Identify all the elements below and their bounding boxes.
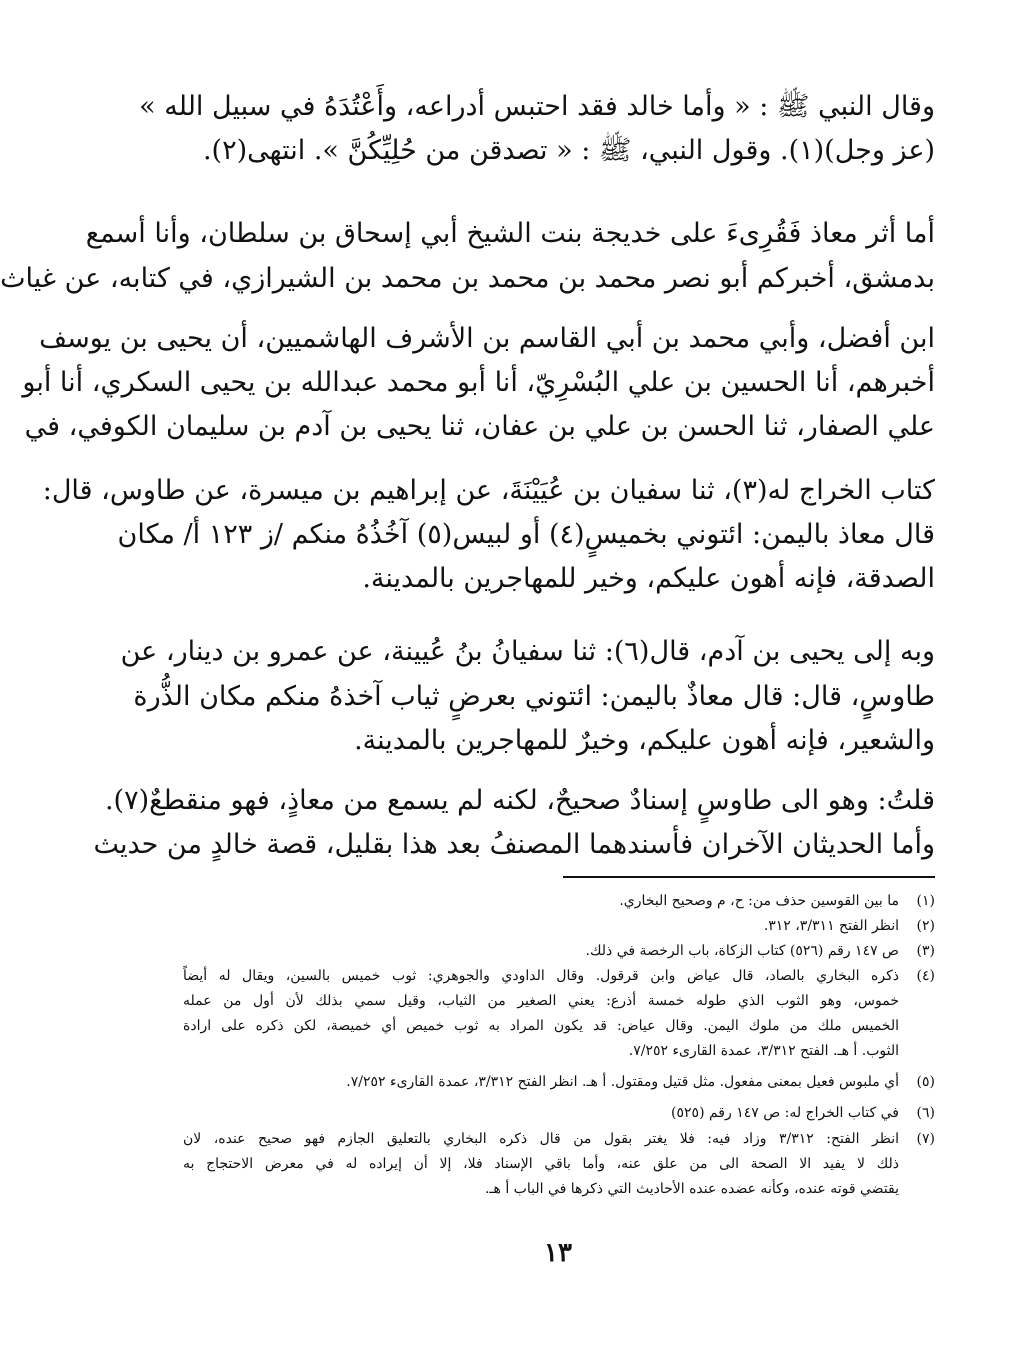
footnote-text: ما بين القوسين حذف من: ح، م وصحيح البخاري. [619, 893, 899, 909]
footnote-number: (١) [916, 893, 935, 909]
footnote-text: يقتضي قوته عنده، وكأنه عضده عنده الأحاديث التي ذكرها في الباب أ هـ. [484, 1181, 899, 1197]
footnote [183, 915, 935, 937]
body-line: قال معاذ باليمن: ائتوني بخميسٍ(٤) أو لبيس(٥) آخُذُهُ منكم /ز ١٢٣ أ/ مكان [117, 519, 935, 550]
body-line: بدمشق، أخبركم أبو نصر محمد بن محمد بن محمد بن الشيرازي، في كتابه، عن غياث [0, 263, 935, 294]
footnote-text: أي ملبوس فعيل بمعنى مفعول. مثل قتيل ومقتول. أ هـ. انظر الفتح ٣/٣١٢، عمدة القارىء ٧/٢٥٢. [346, 1074, 899, 1090]
body-line: ابن أفضل، وأبي محمد بن أبي القاسم بن الأشرف الهاشميين، أن يحيى بن يوسف [39, 323, 935, 354]
footnote-text: الثوب. أ هـ. الفتح ٣/٣١٢، عمدة القارىء ٧/٢٥٢. [628, 1043, 899, 1059]
body-line: أخبرهم، أنا الحسين بن علي البُسْرِيّ، أنا أبو محمد عبدالله بن يحيى السكري، أنا أبو [22, 367, 935, 398]
footnote [183, 965, 935, 987]
footnote-text: في كتاب الخراج له: ص ١٤٧ رقم (٥٢٥) [671, 1105, 899, 1121]
body-line: وأما الحديثان الآخران فأسندهما المصنفُ بعد هذا بقليل، قصة خالدٍ من حديث [93, 829, 935, 860]
body-line: كتاب الخراج له(٣)، ثنا سفيان بن عُيَيْنَةَ، عن إبراهيم بن ميسرة، عن طاوس، قال: [42, 475, 935, 506]
footnote-text: ذكره البخاري بالصاد، قال عياض وابن قرقول. وقال الداودي والجوهري: ثوب خميس بالسين، ويقال له أيضاً [183, 968, 899, 984]
body-line: أما أثر معاذ فَقُرِىءَ على خديجة بنت الشيخ أبي إسحاق بن سلطان، وأنا أسمع [85, 218, 935, 249]
body-line: وقال النبي ﷺ : « وأما خالد فقد احتبس أدراعه، وأَعْتُدَهُ في سبيل الله » [139, 91, 935, 122]
footnote [183, 890, 935, 912]
footnote-text: انظر الفتح: ٣/٣١٢ وزاد فيه: فلا يغتر بقول من قال ذكره البخاري بالتعليق الجازم فهو صحيح عنده، لان [183, 1131, 899, 1147]
body-line: والشعير، فإنه أهون عليكم، وخيرٌ للمهاجرين بالمدينة. [354, 725, 935, 756]
footnote-number: (٧) [916, 1131, 935, 1147]
footnote-number: (٢) [916, 918, 935, 934]
footnote-text: انظر الفتح ٣/٣١١، ٣١٢. [763, 918, 899, 934]
footnote-text: ص ١٤٧ رقم (٥٢٦) كتاب الزكاة، باب الرخصة في ذلك. [585, 943, 899, 959]
body-line: وبه إلى يحيى بن آدم، قال(٦): ثنا سفيانُ بنُ عُيينة، عن عمرو بن دينار، عن [120, 636, 935, 667]
footnote [183, 1102, 935, 1124]
footnote-number: (٥) [916, 1074, 935, 1090]
body-line: (عز وجل)(١). وقول النبي، ﷺ : « تصدقن من حُلِيِّكُنَّ ». انتهى(٢). [202, 135, 935, 166]
page-number: ١٣ [544, 1238, 572, 1268]
footnote-text: خموس، وهو الثوب الذي طوله خمسة أذرع: يعني الصغير من الثياب، وقيل سمي بذلك لأن أول من عمله [183, 993, 899, 1009]
footnote-number: (٤) [916, 968, 935, 984]
footnote [183, 1071, 935, 1093]
body-line: طاوسٍ، قال: قال معاذٌ باليمن: ائتوني بعرضٍ ثياب آخذهُ منكم مكان الذُّرة [133, 681, 935, 712]
body-line: علي الصفار، ثنا الحسن بن علي بن عفان، ثنا يحيى بن آدم بن سليمان الكوفي، في [24, 411, 935, 442]
footnote-text: ذلك لا يفيد الا الصحة الى من علق عنه، وأما باقي الإسناد فلا، إلا أن إيراده له في معرض الاحتجاج به [183, 1156, 899, 1172]
footnote-number: (٣) [916, 943, 935, 959]
body-line: قلتُ: وهو الى طاوسٍ إسنادٌ صحيحٌ، لكنه لم يسمع من معاذٍ، فهو منقطعٌ(٧). [104, 785, 935, 816]
body-line: الصدقة، فإنه أهون عليكم، وخير للمهاجرين بالمدينة. [362, 563, 935, 594]
footnote [183, 1128, 935, 1150]
footnote-number: (٦) [916, 1105, 935, 1121]
footnote [183, 940, 935, 962]
footnote-text: الخميس ملك من ملوك اليمن. وقال عياض: قد يكون المراد به ثوب خميص أي خميصة، لكن ذكره على ارادة [183, 1018, 899, 1034]
footnote-separator [563, 876, 935, 878]
